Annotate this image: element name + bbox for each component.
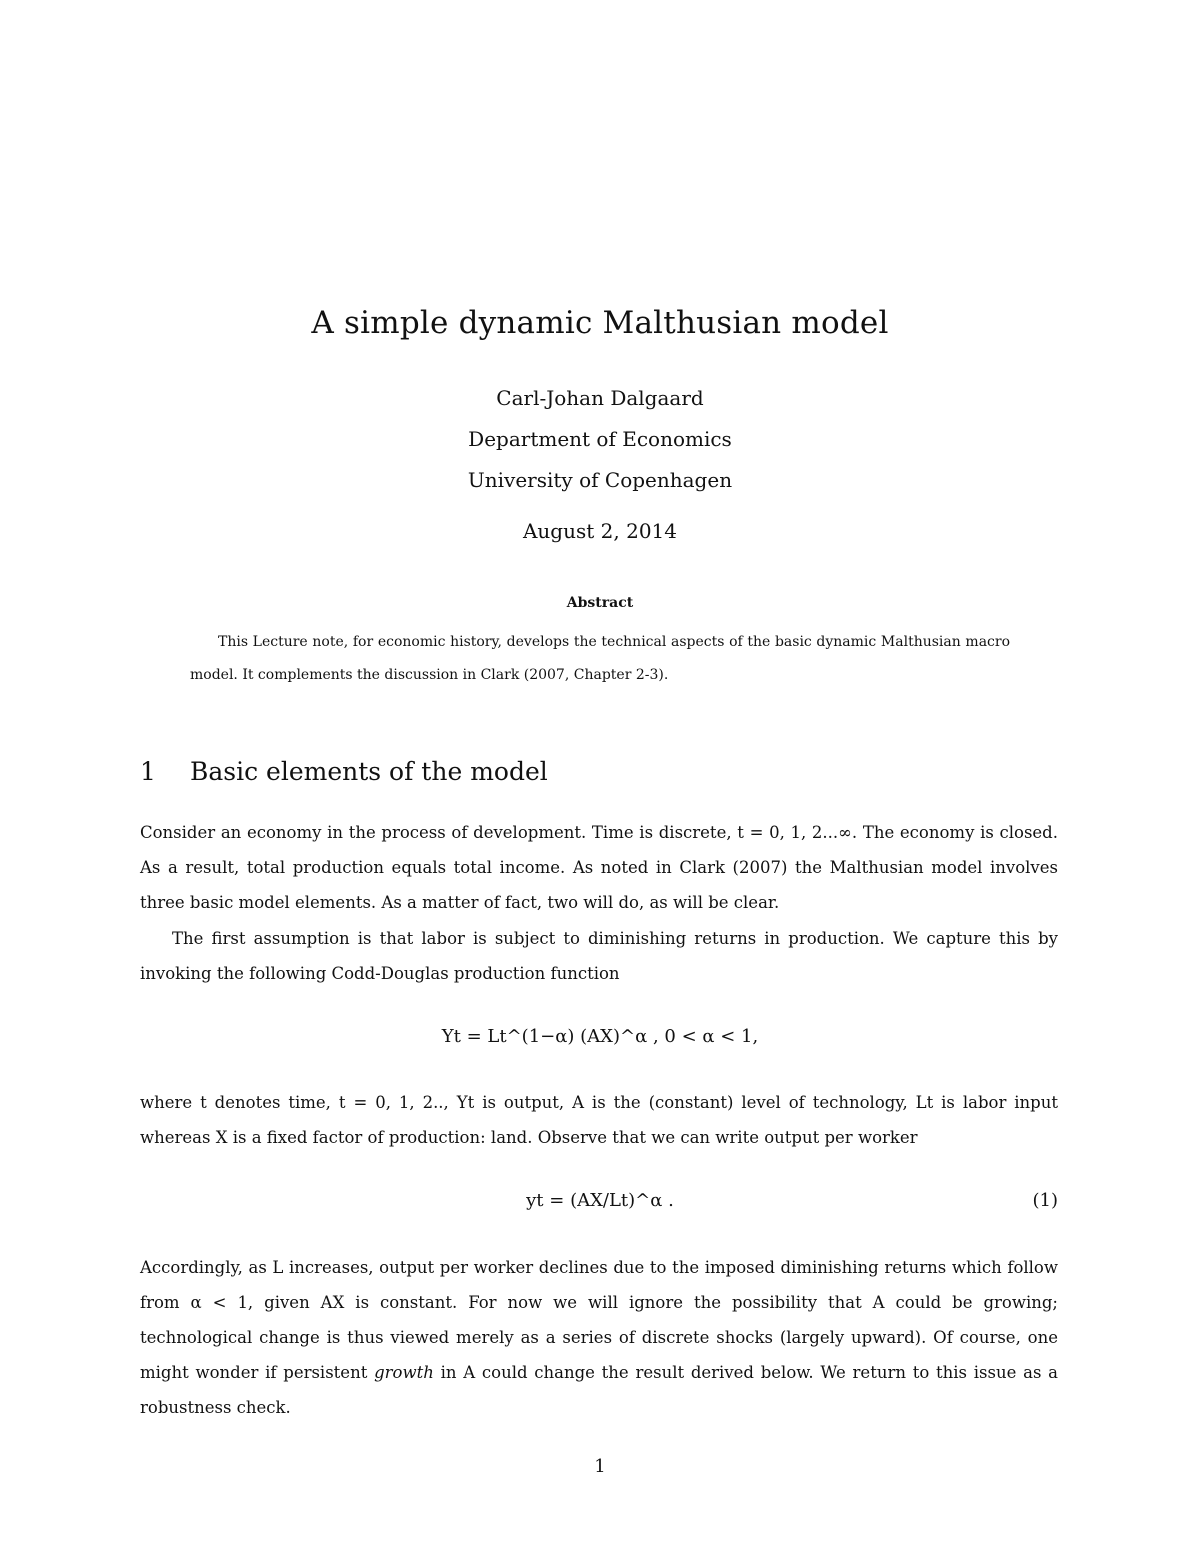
output-per-worker-equation: yt = (AX/Lt)^α . [526, 1190, 674, 1211]
equation-number: (1) [1032, 1190, 1058, 1211]
paragraph-4-part-b: in A could change the result derived below. We return to this issue as a robustness check. [140, 1363, 1058, 1417]
paragraph-4-emphasis: growth [374, 1363, 434, 1382]
paragraph-3: where t denotes time, t = 0, 1, 2.., Yt is output, A is the (constant) level of technology, Lt is labor input whereas X is a fixed factor of production: land. Observe that we can write output per worker [140, 1093, 1058, 1147]
paragraph-1: Consider an economy in the process of development. Time is discrete, t = 0, 1, 2...∞. The economy is closed. As a result, total production equals total income. As noted in Clark (2007) the Malthusian model involves three basic model elements. As a matter of fact, two will do, as will be clear. [140, 823, 1058, 912]
page-number: 1 [594, 1456, 606, 1477]
abstract-text: This Lecture note, for economic history, develops the technical aspects of the basic dynamic Malthusian macro model. It complements the discussion in Clark (2007, Chapter 2-3). [190, 634, 1010, 683]
paragraph-4 [140, 1250, 1058, 1425]
author-university: University of Copenhagen [467, 468, 733, 492]
author-name: Carl-Johan Dalgaard [496, 386, 704, 410]
paragraph-4-part-a: Accordingly, as L increases, output per worker declines due to the imposed diminishing returns which follow from α < 1, given AX is constant. For now we will ignore the possibility that A could be growing; technological change is thus viewed merely as a series of discrete shocks (largely upward). Of course, one might wonder if persistent [140, 1258, 1058, 1382]
production-function-equation: Yt = Lt^(1−α) (AX)^α , 0 < α < 1, [441, 1026, 759, 1047]
section-title: Basic elements of the model [190, 757, 548, 786]
author-department: Department of Economics [468, 427, 732, 451]
paragraph-2: The first assumption is that labor is subject to diminishing returns in production. We capture this by invoking the following Codd-Douglas production function [140, 929, 1058, 983]
paper-date: August 2, 2014 [522, 519, 677, 543]
abstract-heading: Abstract [566, 595, 634, 611]
paper-title: A simple dynamic Malthusian model [311, 305, 889, 341]
section-number: 1 [140, 757, 156, 786]
section-heading [140, 757, 548, 786]
